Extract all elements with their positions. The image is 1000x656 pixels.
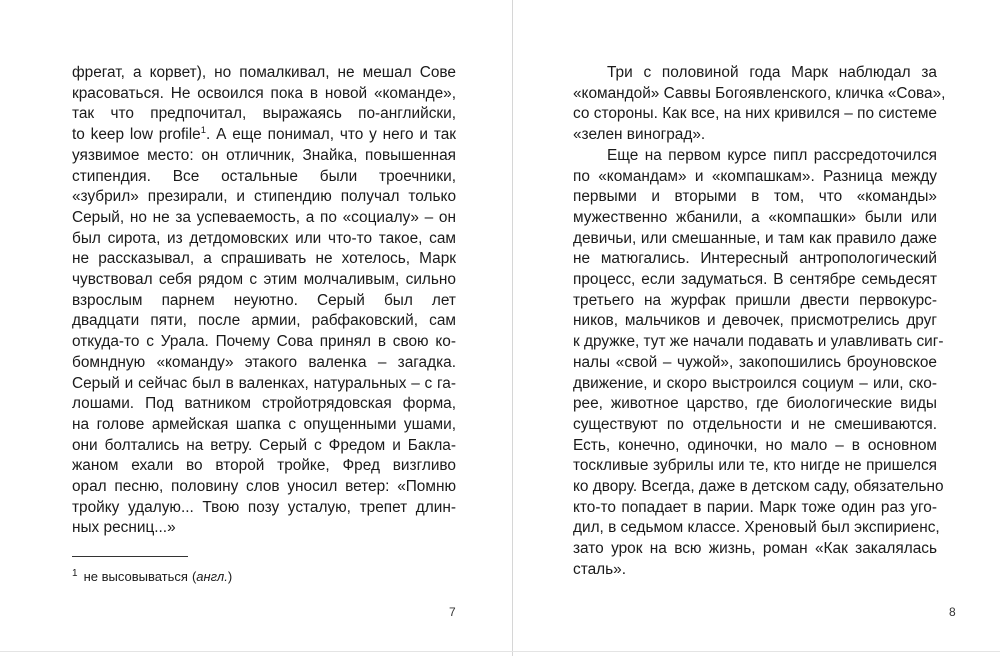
text-line: был сирота, из детдомовских или что-то такое, сам xyxy=(72,229,456,247)
text-line: процесс, если задуматься. В сентябре семьдесят xyxy=(573,271,937,289)
text-line: со стороны. Как все, на них кривился – по системе xyxy=(573,105,937,123)
text-line: так что предпочитал, выражаясь по-английски, xyxy=(72,105,456,123)
footnote-paren-open: ( xyxy=(191,569,197,584)
text-line: жаном ехали во второй тройке, Фред визгливо xyxy=(72,457,456,475)
text-line: красоваться. Не освоился пока в новой «команде», xyxy=(72,84,456,102)
footnote-language-note: англ. xyxy=(196,569,228,584)
text-line: Есть, конечно, одиночки, но мало – в основном xyxy=(573,436,937,454)
text-line: взрослым парнем неуютно. Серый был лет xyxy=(72,291,456,309)
text-line: «командой» Саввы Богоявленского, кличка «Сова», xyxy=(573,84,946,102)
bottom-edge xyxy=(0,651,1000,652)
left-page-text xyxy=(72,63,456,539)
text-line: «зелен виноград». xyxy=(573,126,706,144)
text-line: уязвимое место: он отличник, Знайка, повышенная xyxy=(72,146,456,164)
text-line: на голове армейская шапка с опущенными ушами, xyxy=(72,415,456,433)
text-line: ных ресниц...» xyxy=(72,519,176,537)
text-line: мужественно жбанили, а «компашки» были или xyxy=(573,208,937,226)
text-line: кто-то попадает в парии. Марк тоже один раз уго- xyxy=(573,498,937,516)
page-number: 7 xyxy=(449,605,456,619)
text-line: «зубрил» презирали, и стипендию получал только xyxy=(72,188,456,206)
text-line: сталь». xyxy=(573,560,626,578)
text-line: откуда-то с Урала. Почему Сова принял в свою ко- xyxy=(72,333,456,351)
text-line: орал песню, половину слов уносил ветер: «Помню xyxy=(72,478,456,496)
text-line: Серый и сейчас был в валенках, натуральных – с га- xyxy=(72,374,456,392)
text-line: третьего на журфак пришли двести первокурс- xyxy=(573,291,937,309)
footnote-text: не высовываться xyxy=(83,569,188,584)
text-fragment: . А еще понимал, что у него и так xyxy=(206,126,456,144)
text-line: движение, и скоро выстроился социум – или, ско- xyxy=(573,374,937,392)
page-number: 8 xyxy=(949,605,956,619)
text-line: двадцати пяти, после армии, рабфаковский, сам xyxy=(72,312,456,330)
text-line: зато урок на всю жизнь, роман «Как закалялась xyxy=(573,540,937,558)
text-line: фрегат, а корвет), но помалкивал, не мешал Сове xyxy=(72,64,456,81)
text-line: Еще на первом курсе пипл рассредоточился xyxy=(607,146,937,164)
text-line: не матюгались. Интересный антропологический xyxy=(573,250,937,268)
right-page-text xyxy=(573,63,946,581)
text-line: Серый, но не за успеваемость, а по «социалу» – он xyxy=(72,208,456,226)
text-line: Три с половиной года Марк наблюдал за xyxy=(607,64,937,81)
english-phrase: to keep low profile xyxy=(72,126,201,144)
footnote-divider xyxy=(72,556,188,557)
text-line: тройку удалую... Твою позу усталую, трепет длин- xyxy=(72,498,456,516)
right-page xyxy=(513,0,1000,656)
footnote-paren-close: ) xyxy=(227,569,233,584)
text-line: дил, в седьмом классе. Хреновый был экспириенс, xyxy=(573,519,940,537)
text-line: тоскливые зубрилы или те, кто нигде не пришелся xyxy=(573,457,937,475)
text-line: не рассказывал, а спрашивать не хотелось, Марк xyxy=(72,250,456,268)
text-line: лошами. Под ватником стройотрядовская форма, xyxy=(72,395,456,413)
text-line: к дружке, тут же начали подавать и улавливать сиг- xyxy=(573,333,944,351)
text-line: существуют по отдельности и не смешиваются. xyxy=(573,415,937,433)
text-line: по «командам» и «компашкам». Разница между xyxy=(573,167,937,185)
text-line: первыми и вторыми в том, что «команды» xyxy=(573,188,937,206)
text-line: стипендия. Все остальные были троечники, xyxy=(72,167,456,185)
text-line: чувствовал себя рядом с этим молчаливым, сильно xyxy=(72,271,456,289)
text-line: бомндную «команду» этакого валенка – загадка. xyxy=(72,353,456,371)
footnote xyxy=(72,569,232,585)
text-line: налы «свой – чужой», закопошились броуновское xyxy=(573,353,937,371)
text-line: ников, мальчиков и девочек, присмотрелись друг xyxy=(573,312,937,330)
footnote-reference[interactable]: 1 xyxy=(200,124,207,136)
text-line xyxy=(72,125,456,146)
text-line: они болтались на ветру. Серый с Фредом и Бакла- xyxy=(72,436,456,454)
text-line: девичьи, или смешанные, и там как правило даже xyxy=(573,229,937,247)
text-line: ко двору. Всегда, даже в детском саду, обязательно xyxy=(573,478,944,496)
footnote-marker: 1 xyxy=(72,567,78,579)
text-line: рее, животное царство, где биологические виды xyxy=(573,395,937,413)
